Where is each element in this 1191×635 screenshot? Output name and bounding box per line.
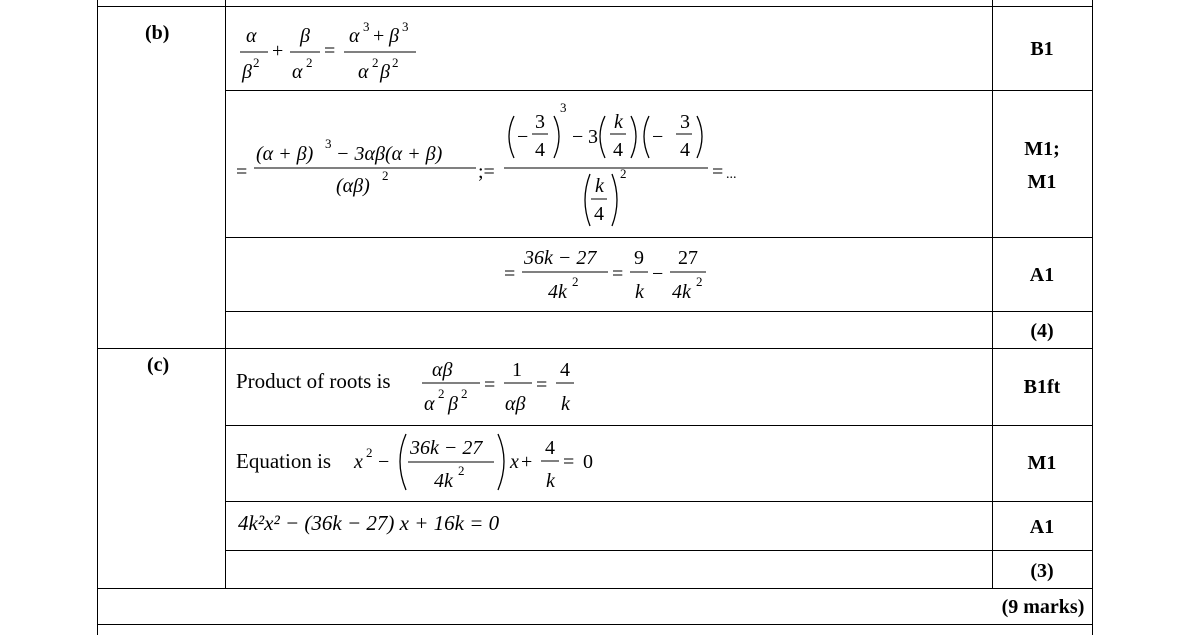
math-symbol: 4k [672,281,691,303]
mark-a1-b: A1 [1029,264,1055,286]
final-equation: 4k²x² − (36k − 27) x + 16k = 0 [238,511,500,535]
math-symbol: 2 [382,168,389,183]
math-c-row2 [350,430,610,500]
math-symbol: 4k [434,470,453,492]
mark-m1-a: M1; [1024,138,1060,160]
math-symbol: 3 [680,111,690,133]
math-symbol: x [354,451,363,473]
math-symbol: 2 [696,274,703,289]
table-rule [992,0,993,588]
table-rule [1092,0,1093,635]
math-symbol: ... [726,167,737,182]
table-rule [225,237,1092,238]
mark-m1-c: M1 [1027,452,1057,474]
math-symbol: β [389,25,399,47]
math-symbol: 2 [372,55,379,70]
math-symbol: = [536,374,548,396]
table-rule [225,0,226,588]
table-rule [97,0,98,635]
math-symbol: 27 [678,247,698,269]
math-symbol: 3 [535,111,545,133]
product-text: Product of roots is [236,369,391,393]
math-symbol: (αβ) [336,175,370,197]
math-symbol: α [246,25,257,47]
table-rule [225,90,1092,91]
math-symbol: 3 [588,126,598,148]
math-symbol: ;= [478,161,495,183]
math-symbol: = [236,161,248,183]
table-rule [225,501,1092,502]
total-marks: (9 marks) [1001,596,1085,618]
math-symbol: k [635,281,644,303]
mark-total-c: (3) [1030,560,1054,582]
math-symbol: 2 [461,386,468,401]
math-symbol: αβ [432,359,453,381]
math-symbol: 4 [594,203,604,225]
math-b-row1 [236,12,436,88]
table-rule [97,588,1092,589]
math-symbol: k [561,393,570,415]
mark-b1ft: B1ft [1023,376,1061,398]
math-symbol: 4 [560,359,570,381]
math-symbol: α [349,25,360,47]
math-symbol: k [595,175,604,197]
math-symbol: 36k − 27 [524,247,597,269]
part-b-label: (b) [145,22,170,44]
math-symbol: 2 [366,445,373,460]
math-symbol: β [448,393,458,415]
math-symbol: = [563,451,575,473]
math-symbol: = [504,263,516,285]
math-symbol: α [358,61,369,83]
math-symbol: − [378,451,390,473]
math-symbol: x [510,451,519,473]
math-symbol: + [272,40,284,62]
math-symbol: 3 [402,19,409,34]
math-symbol: 3 [363,19,370,34]
mark-total-b: (4) [1030,320,1054,342]
math-symbol: = [712,161,724,183]
math-symbol: 4k [548,281,567,303]
math-symbol: = [484,374,496,396]
math-symbol: 2 [392,55,399,70]
math-symbol: 3 [560,100,567,115]
math-symbol: 3 [325,136,332,151]
table-rule [97,624,1092,625]
math-c-row1 [418,352,588,422]
math-symbol: β [380,61,390,83]
math-symbol: 2 [458,463,465,478]
math-symbol: 0 [583,451,593,473]
table-rule [225,425,1092,426]
math-symbol: (α + β) [256,143,314,165]
math-symbol: 2 [306,55,313,70]
math-symbol: 2 [572,274,579,289]
math-symbol: 1 [512,359,522,381]
math-symbol: − [517,126,529,148]
math-symbol: 4 [613,139,623,161]
math-symbol: β [242,61,252,83]
math-symbol: 36k − 27 [410,437,483,459]
math-symbol: 2 [253,55,260,70]
table-rule [225,311,1092,312]
math-symbol: = [612,263,624,285]
part-c-label: (c) [147,354,170,376]
math-symbol: − [652,126,664,148]
math-symbol: β [300,25,310,47]
math-symbol: 4 [535,139,545,161]
equation-text: Equation is [236,449,332,473]
mark-a1-c: A1 [1029,516,1055,538]
math-symbol: 9 [634,247,644,269]
table-rule [225,550,1092,551]
math-symbol: − [652,263,664,285]
math-symbol: 4 [545,437,555,459]
table-rule [97,348,1092,349]
math-symbol: α [292,61,303,83]
mark-b1: B1 [1030,38,1054,60]
math-symbol: k [614,111,623,133]
math-symbol: 2 [620,166,627,181]
math-symbol: − [572,126,584,148]
math-symbol: − 3αβ(α + β) [336,143,443,165]
math-symbol: 2 [438,386,445,401]
math-symbol: α [424,393,435,415]
math-symbol: = [324,40,336,62]
math-symbol: + [521,451,533,473]
table-rule [97,6,1092,7]
math-symbol: + [373,25,385,47]
mark-m1-b: M1 [1027,171,1057,193]
math-symbol: αβ [505,393,526,415]
math-symbol: k [546,470,555,492]
math-b-row2 [232,96,752,236]
math-b-row3 [500,240,720,310]
math-symbol: 4 [680,139,690,161]
